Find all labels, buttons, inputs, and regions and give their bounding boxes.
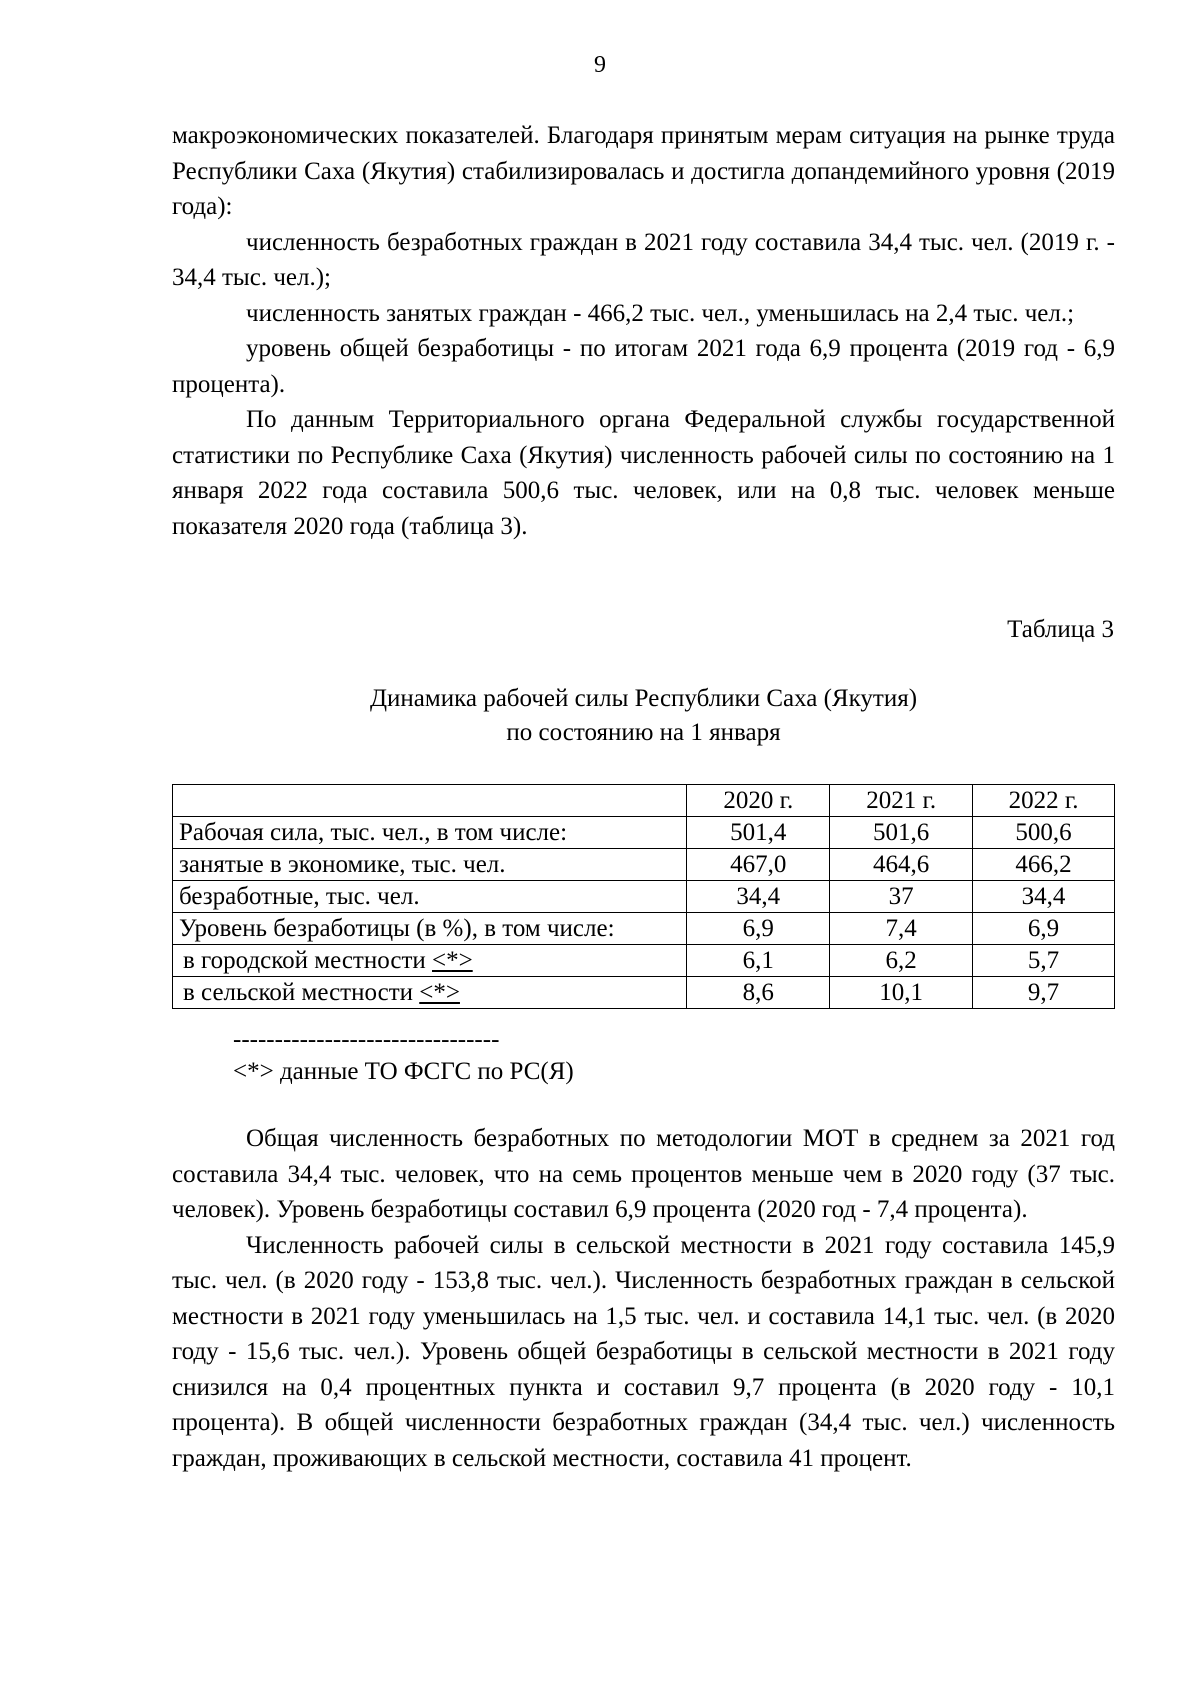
paragraph: макроэкономических показателей. Благодаря принятым мерам ситуация на рынке труда Республики Саха (Якутия) стабилизировалась и достигла допандемийного уровня (2019 года):: [172, 122, 1115, 220]
footnote-separator: --------------------------------: [233, 1026, 500, 1053]
cell-value: 37: [830, 881, 973, 913]
cell-value: 6,9: [973, 913, 1115, 945]
row-label: безработные, тыс. чел.: [173, 881, 687, 913]
table-row: [173, 913, 1115, 945]
cell-value: 6,9: [687, 913, 830, 945]
text-block-upper: [172, 118, 1115, 544]
cell-value: 500,6: [973, 817, 1115, 849]
row-label: Рабочая сила, тыс. чел., в том числе:: [173, 817, 687, 849]
table-title: [172, 682, 1115, 750]
table-row: [173, 817, 1115, 849]
cell-value: 34,4: [973, 881, 1115, 913]
table-header-row: [173, 785, 1115, 817]
table-row: [173, 881, 1115, 913]
table-row: [173, 849, 1115, 881]
header-cell: [173, 785, 687, 817]
cell-value: 6,1: [687, 945, 830, 977]
cell-value: 466,2: [973, 849, 1115, 881]
footnote-text: <*> данные ТО ФСГС по РС(Я): [233, 1058, 574, 1085]
header-cell: 2020 г.: [687, 785, 830, 817]
table-row: [173, 977, 1115, 1009]
cell-value: 34,4: [687, 881, 830, 913]
cell-value: 9,7: [973, 977, 1115, 1009]
text-block-lower: [172, 1121, 1115, 1476]
footnote-marker[interactable]: <*>: [432, 947, 473, 974]
table-row: [173, 945, 1115, 977]
cell-value: 8,6: [687, 977, 830, 1009]
cell-value: 464,6: [830, 849, 973, 881]
row-label: [173, 945, 687, 977]
cell-value: 5,7: [973, 945, 1115, 977]
cell-value: 467,0: [687, 849, 830, 881]
row-label: Уровень безработицы (в %), в том числе:: [173, 913, 687, 945]
cell-value: 7,4: [830, 913, 973, 945]
page-number: 9: [594, 52, 606, 78]
table-title-line: Динамика рабочей силы Республики Саха (Якутия): [369, 685, 918, 712]
cell-value: 6,2: [830, 945, 973, 977]
header-cell: 2022 г.: [973, 785, 1115, 817]
cell-value: 501,6: [830, 817, 973, 849]
paragraph: уровень общей безработицы - по итогам 2021 года 6,9 процента (2019 год - 6,9 процента).: [172, 335, 1115, 398]
paragraph: Общая численность безработных по методологии МОТ в среднем за 2021 год составила 34,4 тыс. человек, что на семь процентов меньше чем в 2020 году (37 тыс. человек). Уровень безработицы составил 6,9 процента (2020 год - 7,4 процента).: [172, 1125, 1115, 1223]
cell-value: 501,4: [687, 817, 830, 849]
footnote-marker[interactable]: <*>: [419, 979, 460, 1006]
row-label-text: в городской местности: [183, 947, 432, 974]
row-label-text: в сельской местности: [183, 979, 420, 1006]
header-cell: 2021 г.: [830, 785, 973, 817]
cell-value: 10,1: [830, 977, 973, 1009]
table-caption: Таблица 3: [1007, 616, 1114, 643]
labor-force-table: [172, 784, 1115, 1009]
paragraph: По данным Территориального органа Федеральной службы государственной статистики по Республике Саха (Якутия) численность рабочей силы по состоянию на 1 января 2022 года составила 500,6 тыс. человек, или на 0,8 тыс. человек меньше показателя 2020 года (таблица 3).: [172, 406, 1115, 540]
paragraph: численность занятых граждан - 466,2 тыс. чел., уменьшилась на 2,4 тыс. чел.;: [246, 299, 1075, 327]
row-label: занятые в экономике, тыс. чел.: [173, 849, 687, 881]
paragraph: численность безработных граждан в 2021 году составила 34,4 тыс. чел. (2019 г. - 34,4 тыс. чел.);: [172, 228, 1115, 291]
paragraph: Численность рабочей силы в сельской местности в 2021 году составила 145,9 тыс. чел. (в 2020 году - 153,8 тыс. чел.). Численность безработных граждан в сельской местности в 2021 году уменьшилась на 1,5 тыс. чел. и составила 14,1 тыс. чел. (в 2020 году - 15,6 тыс. чел.). Уровень общей безработицы в сельской местности в 2021 году снизился на 0,4 процентных пункта и составил 9,7 процента (в 2020 году - 10,1 процента). В общей численности безработных граждан (34,4 тыс. чел.) численность граждан, проживающих в сельской местности, составила 41 процент.: [172, 1231, 1115, 1472]
row-label: [173, 977, 687, 1009]
table-title-line: по состоянию на 1 января: [506, 719, 781, 746]
